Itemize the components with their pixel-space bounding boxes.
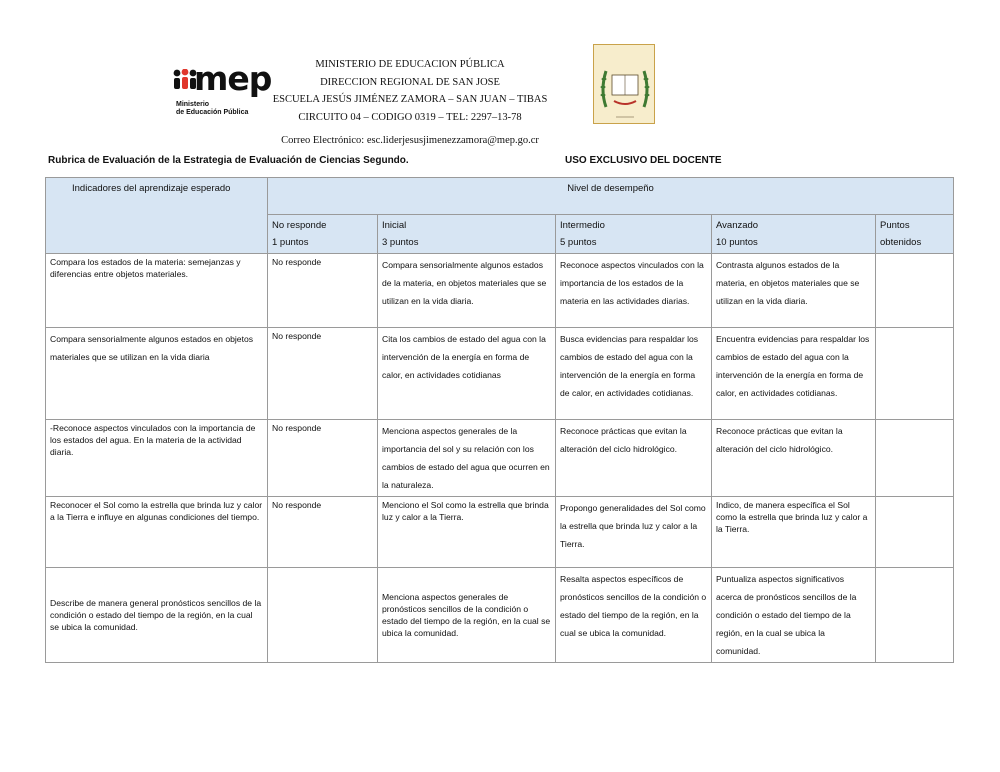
level-points: 10 puntos — [716, 237, 758, 248]
inicial-cell: Menciono el Sol como la estrella que brinda luz y calor a la Tierra. — [378, 497, 556, 568]
intermedio-cell: Resalta aspectos específicos de pronósticos sencillos de la condición o estado del tiempo de la región, en la cual se ubica la comunidad. — [556, 568, 712, 663]
level-no-responde — [268, 215, 378, 254]
intermedio-cell: Reconoce aspectos vinculados con la importancia de los estados de la materia en las actividades diarias. — [556, 254, 712, 328]
avanzado-cell: Indico, de manera específica el Sol como la estrella que brinda luz y calor a la Tierra. — [712, 497, 876, 568]
logo-subtitle — [176, 101, 248, 117]
level-name: Avanzado — [716, 220, 759, 231]
no-responde-cell: No responde — [268, 497, 378, 568]
no-responde-cell: No responde — [268, 254, 378, 328]
puntos-cell — [876, 497, 954, 568]
school-header — [250, 56, 570, 150]
header-line-circuit: CIRCUITO 04 – CODIGO 0319 – TEL: 2297–13-78 — [298, 111, 522, 123]
level-points: 3 puntos — [382, 237, 419, 248]
intermedio-cell: Propongo generalidades del Sol como la estrella que brinda luz y calor a la Tierra. — [556, 497, 712, 568]
no-responde-cell: No responde — [268, 420, 378, 497]
table-row — [46, 328, 954, 420]
table-row — [46, 568, 954, 663]
school-seal — [593, 44, 655, 124]
level-puntos-obtenidos — [876, 215, 954, 254]
level-name: No responde — [272, 220, 327, 231]
level-points: 1 puntos — [272, 237, 309, 248]
header-line-school: ESCUELA JESÚS JIMÉNEZ ZAMORA – SAN JUAN – TIBAS — [272, 94, 548, 105]
logo-word: mep — [194, 59, 272, 98]
avanzado-cell: Encuentra evidencias para respaldar los cambios de estado del agua con la intervención de la energía en forma de calor, en actividades cotidianas. — [712, 328, 876, 420]
inicial-cell: Cita los cambios de estado del agua con la intervención de la energía en forma de calor, en actividades cotidianas — [378, 328, 556, 420]
intermedio-cell: Busca evidencias para respaldar los cambios de estado del agua con la intervención de la energía en forma de calor, en actividades cotidianas. — [556, 328, 712, 420]
school-seal-icon — [594, 45, 656, 125]
level-name: Inicial — [382, 220, 407, 231]
indicators-header: Indicadores del aprendizaje esperado — [46, 178, 268, 254]
logo-subtitle-line2: de Educación Pública — [176, 109, 249, 116]
level-inicial — [378, 215, 556, 254]
uso-exclusivo-label: USO EXCLUSIVO DEL DOCENTE — [565, 155, 722, 166]
level-name: Intermedio — [560, 220, 605, 231]
level-avanzado — [712, 215, 876, 254]
nivel-header: Nivel de desempeño — [268, 178, 954, 215]
no-responde-cell — [268, 568, 378, 663]
puntos-cell — [876, 420, 954, 497]
header-line-regional: DIRECCION REGIONAL DE SAN JOSE — [320, 76, 500, 88]
header-email: Correo Electrónico: esc.liderjesusjimenezzamora@mep.go.cr — [281, 135, 539, 146]
indicator-cell: Compara sensorialmente algunos estados en objetos materiales que se utilizan en la vida diaria — [46, 328, 268, 420]
indicator-cell: -Reconoce aspectos vinculados con la importancia de los estados del agua. En la materia de la actividad diaria. — [46, 420, 268, 497]
level-intermedio — [556, 215, 712, 254]
table-row — [46, 420, 954, 497]
level-name: Puntos — [880, 220, 910, 231]
logo-subtitle-line1: Ministerio — [176, 101, 210, 108]
intermedio-cell: Reconoce prácticas que evitan la alteración del ciclo hidrológico. — [556, 420, 712, 497]
avanzado-cell: Reconoce prácticas que evitan la alteración del ciclo hidrológico. — [712, 420, 876, 497]
rubric-title: Rubrica de Evaluación de la Estrategia de Evaluación de Ciencias Segundo. — [48, 155, 409, 166]
inicial-cell: Compara sensorialmente algunos estados de la materia, en objetos materiales que se utilizan en la vida diaria. — [378, 254, 556, 328]
level-points: 5 puntos — [560, 237, 597, 248]
table-row — [46, 254, 954, 328]
level-points: obtenidos — [880, 237, 922, 248]
table-header-row — [46, 178, 954, 215]
inicial-cell: Menciona aspectos generales de pronósticos sencillos de la condición o estado del tiempo de la región, en la cual se ubica la comunidad. — [378, 568, 556, 663]
header-line-ministry: MINISTERIO DE EDUCACION PÚBLICA — [315, 59, 505, 70]
avanzado-cell: Puntualiza aspectos significativos acerca de pronósticos sencillos de la condición o estado del tiempo de la región, en la cual se ubica la comunidad. — [712, 568, 876, 663]
table-row — [46, 497, 954, 568]
puntos-cell — [876, 254, 954, 328]
indicator-cell: Compara los estados de la materia: semejanzas y diferencias entre objetos materiales. — [46, 254, 268, 328]
puntos-cell — [876, 328, 954, 420]
inicial-cell: Menciona aspectos generales de la importancia del sol y su relación con los cambios de estado del agua que ocurren en la naturaleza. — [378, 420, 556, 497]
no-responde-cell: No responde — [268, 328, 378, 420]
indicator-cell: Reconocer el Sol como la estrella que brinda luz y calor a la Tierra e influye en algunas condiciones del tiempo. — [46, 497, 268, 568]
indicator-cell: Describe de manera general pronósticos sencillos de la condición o estado del tiempo de la región, en la cual se ubica la comunidad. — [46, 568, 268, 663]
avanzado-cell: Contrasta algunos estados de la materia, en objetos materiales que se utilizan en la vida diaria. — [712, 254, 876, 328]
rubric-table — [45, 177, 954, 663]
puntos-cell — [876, 568, 954, 663]
